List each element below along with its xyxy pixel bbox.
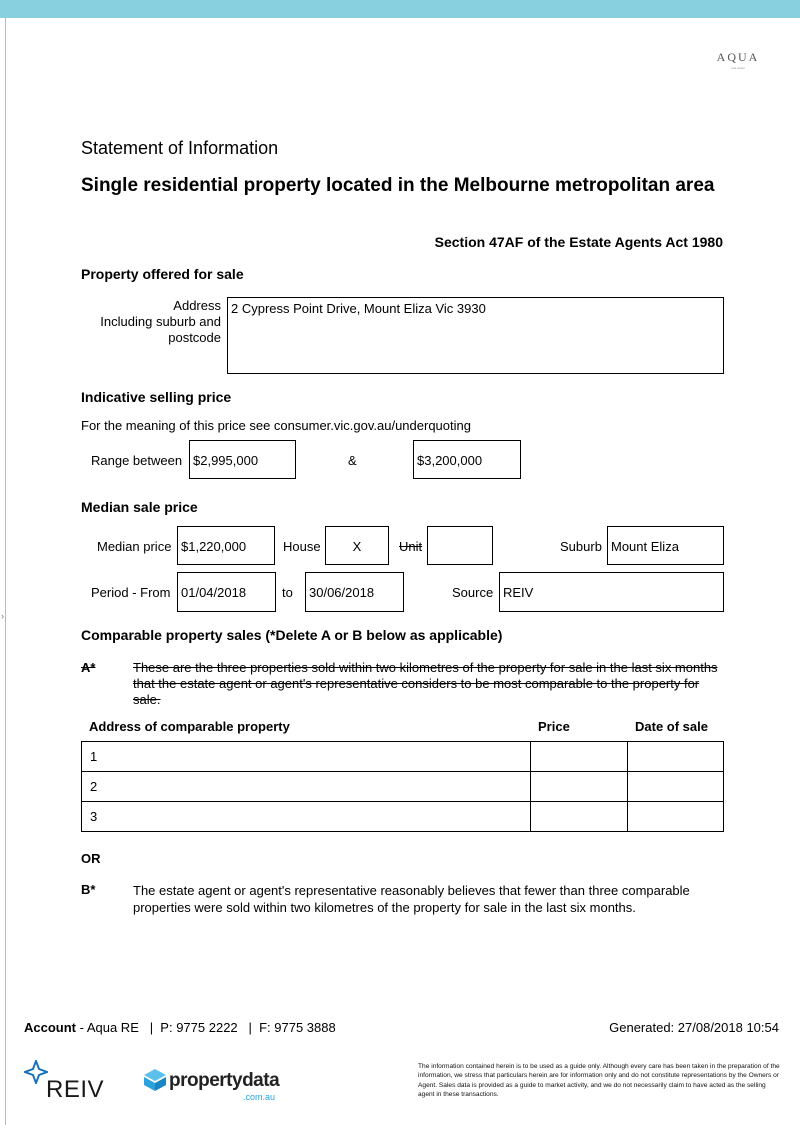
- range-label: Range between: [91, 453, 183, 468]
- table-row: [82, 802, 724, 832]
- side-marker-icon: ›: [1, 611, 4, 621]
- comparable-price-cell[interactable]: [531, 802, 628, 832]
- top-accent-bar: [0, 0, 800, 18]
- aqua-logo-text: AQUA: [716, 50, 760, 64]
- address-label: Address Including suburb and postcode: [100, 298, 221, 345]
- comparable-heading: Comparable property sales (*Delete A or B below as applicable): [81, 627, 503, 643]
- house-field[interactable]: X: [325, 526, 389, 565]
- option-b-marker: B*: [81, 882, 96, 897]
- account-label: Account: [24, 1020, 76, 1035]
- address-field[interactable]: 2 Cypress Point Drive, Mount Eliza Vic 3930: [227, 297, 724, 374]
- comparable-date-cell[interactable]: [628, 802, 724, 832]
- comparable-price-cell[interactable]: [531, 772, 628, 802]
- footer-disclaimer: The information contained herein is to be used as a guide only. Although every care has been taken in the preparation of the information, we stress that particulars herein are for information only and do not constitute representations by the Owners or Agent. Sales data is provided as a guide to market activity, and we do not necessarily claim to have acted as the selling agent in these transactions.: [418, 1063, 780, 1099]
- source-label: Source: [452, 585, 494, 600]
- period-label: Period - From: [91, 585, 171, 600]
- comparable-address-cell[interactable]: 1: [82, 742, 531, 772]
- aqua-logo-sub: real estate: [730, 66, 745, 70]
- suburb-label: Suburb: [560, 539, 602, 554]
- reiv-logo: [24, 1060, 104, 1104]
- comparable-price-cell[interactable]: [531, 742, 628, 772]
- col-price-header: Price: [538, 719, 570, 734]
- doc-title: Single residential property located in the Melbourne metropolitan area: [81, 175, 715, 196]
- act-reference: Section 47AF of the Estate Agents Act 1980: [434, 234, 723, 250]
- col-date-header: Date of sale: [635, 719, 708, 734]
- unit-field[interactable]: [427, 526, 493, 565]
- reiv-logo-text: REIV: [46, 1076, 105, 1103]
- source-field[interactable]: REIV: [499, 572, 724, 612]
- propertydata-domain: .com.au: [243, 1092, 276, 1102]
- option-a-marker: A*: [81, 660, 96, 675]
- unit-label: Unit: [399, 539, 423, 554]
- indicative-heading: Indicative selling price: [81, 389, 232, 405]
- comparable-date-cell[interactable]: [628, 742, 724, 772]
- range-high-field[interactable]: $3,200,000: [413, 440, 521, 479]
- median-price-label: Median price: [97, 539, 172, 554]
- comparable-table: [81, 741, 724, 832]
- reiv-star-icon: [24, 1060, 48, 1084]
- footer-account: [24, 1020, 336, 1035]
- option-a-text: These are the three properties sold within two kilometres of the property for sale in the last six months that the estate agent or agent's representative considers to be most comparable to the property for sale.: [133, 660, 718, 707]
- comparable-address-cell[interactable]: 3: [82, 802, 531, 832]
- range-low-field[interactable]: $2,995,000: [189, 440, 296, 479]
- period-to-label: to: [282, 585, 293, 600]
- propertydata-text: propertydata: [169, 1070, 280, 1091]
- page-edge: [5, 18, 6, 1125]
- range-and: &: [348, 453, 357, 468]
- propertydata-cube-icon: [143, 1068, 167, 1092]
- median-price-field[interactable]: $1,220,000: [177, 526, 275, 565]
- house-label: House: [283, 539, 321, 554]
- doc-kicker: Statement of Information: [81, 138, 279, 158]
- account-details: - Aqua RE | P: 9775 2222 | F: 9775 3888: [76, 1020, 336, 1035]
- col-address-header: Address of comparable property: [89, 719, 290, 734]
- comparable-address-cell[interactable]: 2: [82, 772, 531, 802]
- option-b-text: The estate agent or agent's representative reasonably believes that fewer than three comparable properties were sold within two kilometres of the property for sale in the last six months.: [133, 883, 690, 915]
- period-from-field[interactable]: 01/04/2018: [177, 572, 276, 612]
- indicative-note: For the meaning of this price see consumer.vic.gov.au/underquoting: [81, 418, 471, 433]
- table-row: [82, 772, 724, 802]
- period-to-field[interactable]: 30/06/2018: [305, 572, 404, 612]
- generated-timestamp: Generated: 27/08/2018 10:54: [609, 1020, 779, 1035]
- propertydata-logo: [143, 1068, 283, 1104]
- median-heading: Median sale price: [81, 499, 198, 515]
- table-row: [82, 742, 724, 772]
- or-separator: OR: [81, 851, 101, 866]
- suburb-field[interactable]: Mount Eliza: [607, 526, 724, 565]
- comparable-date-cell[interactable]: [628, 772, 724, 802]
- aqua-logo: [712, 50, 764, 70]
- property-heading: Property offered for sale: [81, 266, 244, 282]
